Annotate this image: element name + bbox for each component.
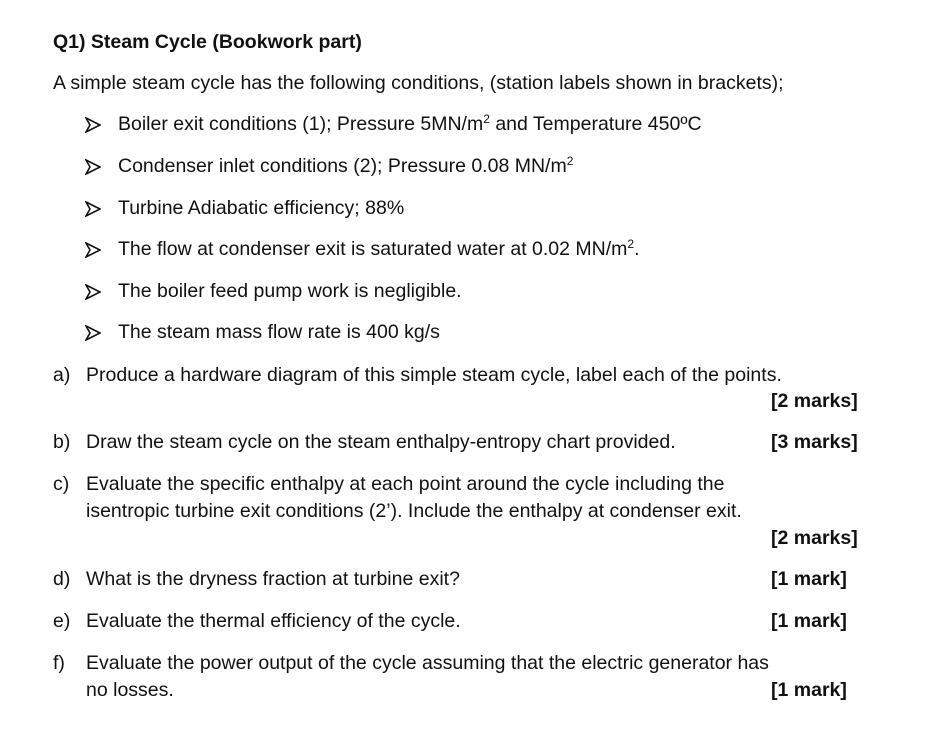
- part-label: d): [53, 568, 71, 590]
- part-text: What is the dryness fraction at turbine exit?: [86, 568, 460, 590]
- marks-label: [2 marks]: [771, 390, 858, 412]
- part-label: a): [53, 364, 71, 386]
- superscript: 2: [627, 237, 635, 251]
- arrowhead-bullet-icon: [85, 325, 101, 341]
- part-text-line-2: isentropic turbine exit conditions (2’). Include the enthalpy at condenser exit.: [86, 500, 742, 522]
- part-label: f): [53, 652, 65, 674]
- arrowhead-bullet-icon: [85, 284, 101, 300]
- arrowhead-bullet-icon: [85, 242, 101, 258]
- intro-text: A simple steam cycle has the following conditions, (station labels shown in brackets);: [53, 72, 784, 94]
- part-text: Evaluate the power output of the cycle assuming that the electric generator has: [86, 652, 769, 674]
- bullet-text: Turbine Adiabatic efficiency; 88%: [118, 197, 405, 219]
- part-text: Draw the steam cycle on the steam enthalpy-entropy chart provided.: [86, 431, 676, 453]
- part-label: b): [53, 431, 71, 453]
- superscript: 2: [483, 112, 490, 126]
- part-text: Produce a hardware diagram of this simple steam cycle, label each of the points.: [86, 364, 782, 386]
- part-text: Evaluate the thermal efficiency of the cycle.: [86, 610, 461, 632]
- part-label: e): [53, 610, 71, 632]
- bullet-text-tail: and Temperature 450ºC: [489, 113, 702, 135]
- arrowhead-bullet-icon: [85, 159, 101, 175]
- marks-label: [1 mark]: [771, 610, 847, 632]
- bullet-text-tail: .: [634, 238, 640, 260]
- marks-label: [1 mark]: [771, 568, 847, 590]
- superscript: 2: [566, 154, 574, 168]
- arrowhead-bullet-icon: [85, 117, 101, 133]
- question-title: Q1) Steam Cycle (Bookwork part): [53, 31, 362, 53]
- marks-label: [3 marks]: [771, 431, 858, 453]
- part-text-line-2: no losses.: [86, 679, 174, 701]
- bullet-text: The flow at condenser exit is saturated water at 0.02 MN/m: [118, 238, 628, 260]
- marks-label: [2 marks]: [771, 527, 858, 549]
- part-text: Evaluate the specific enthalpy at each point around the cycle including the: [86, 473, 725, 495]
- part-label: c): [53, 473, 70, 495]
- bullet-text: Condenser inlet conditions (2); Pressure 0.08 MN/m: [118, 155, 567, 177]
- bullet-text: The boiler feed pump work is negligible.: [118, 280, 462, 302]
- marks-label: [1 mark]: [771, 679, 847, 701]
- arrowhead-bullet-icon: [85, 201, 101, 217]
- bullet-text: The steam mass flow rate is 400 kg/s: [118, 321, 440, 343]
- bullet-text: Boiler exit conditions (1); Pressure 5MN/m: [118, 113, 484, 135]
